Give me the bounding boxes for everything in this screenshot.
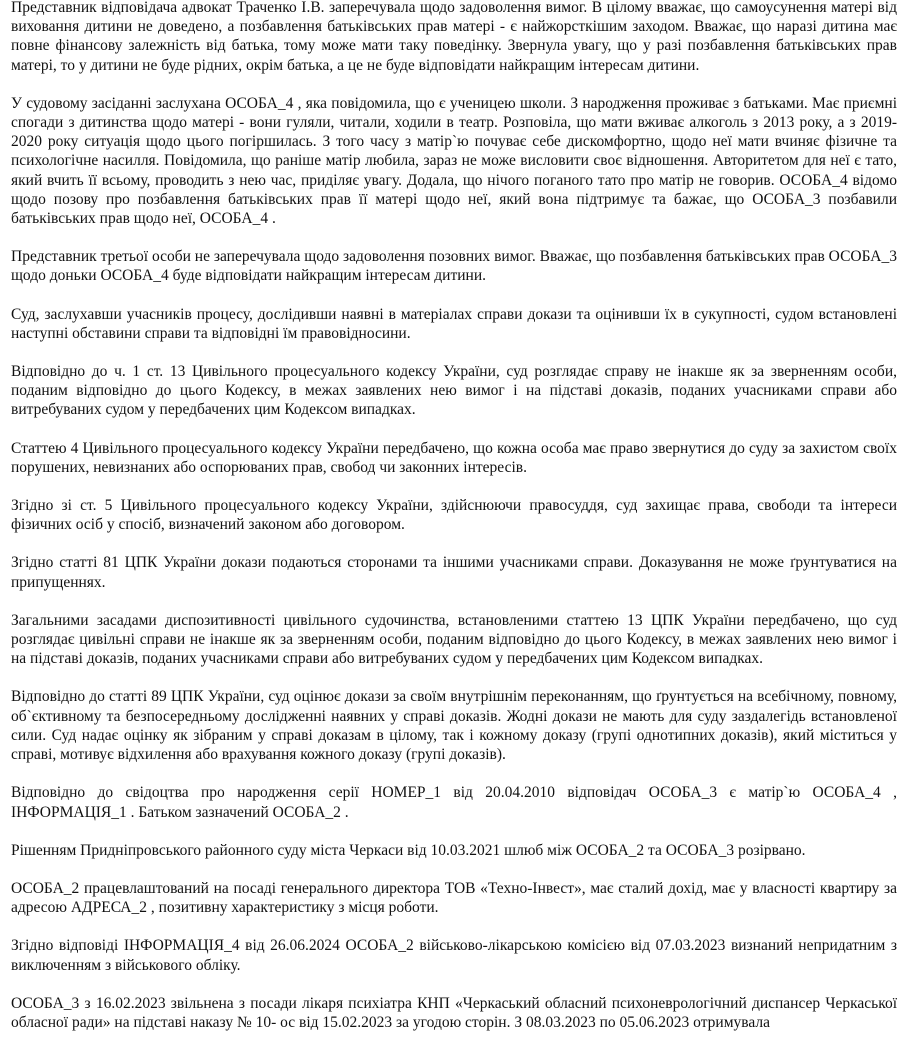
- paragraph-third-party: Представник третьої особи не заперечувала щодо задоволення позовних вимог. Вважає, що позбавлення батьківських прав ОСОБА_3 щодо доньки ОСОБА_4 буде відповідати найкращим інтересам дитини.: [11, 248, 897, 285]
- paragraph-birth-certificate: Відповідно до свідоцтва про народження серії НОМЕР_1 від 20.04.2010 відповідач ОСОБА_3 є матір`ю ОСОБА_4 , ІНФОРМАЦІЯ_1 . Батьком зазначений ОСОБА_2 .: [11, 784, 897, 821]
- paragraph-divorce: Рішенням Придніпровського районного суду міста Черкаси від 10.03.2021 шлюб між ОСОБА_2 та ОСОБА_3 розірвано.: [11, 841, 806, 859]
- paragraph-defendant-representative: Представник відповідача адвокат Траченко І.В. заперечувала щодо задоволення вимог. В цілому вважає, що самоусунення матері від виховання дитини не доведено, а позбавлення батьківських прав матері - є найжорсткішим заходом. Вважає, що наразі дитина має повне фінансову залежність від батька, тому може мати таку поведінку. Звернула увагу, що у разі позбавлення батьківських прав матері, то у дитини не буде рідних, окрім батька, а це не буде відповідати найкращим інтересам дитини.: [11, 0, 897, 74]
- paragraph-child-testimony: У судовому засіданні заслухана ОСОБА_4 , яка повідомила, що є ученицею школи. З народження проживає з батьками. Має приємні спогади з дитинства щодо матері - вони гуляли, читали, ходили в театр. Розповіла, що мати вживає алкоголь з 2013 року, а з 2019-2020 року ситуація щодо цього погіршилась. З того часу з матір`ю почуває себе дискомфортно, щодо неї мати вчиняє фізичне та психологічне насилля. Повідомила, що раніше матір любила, зараз не може висловити своє відношення. Авторитетом для неї є тато, який вчить її всьому, проводить з нею час, приділяє увагу. Додала, що нічого поганого тато про матір не говорив. ОСОБА_4 відомо щодо позову про позбавлення батьківських прав її матері щодо неї, який вона підтримує та бажає, що ОСОБА_3 позбавили батьківських прав щодо неї, ОСОБА_4 .: [11, 94, 897, 228]
- paragraph-article-81: Згідно статті 81 ЦПК України докази подаються сторонами та іншими учасниками справи. Доказування не може ґрунтуватися на припущеннях.: [11, 554, 897, 591]
- paragraph-court-findings: Суд, заслухавши учасників процесу, дослідивши наявні в матеріалах справи докази та оцінивши їх в сукупності, судом встановлені наступні обставини справи та відповідні їм правовідносини.: [11, 305, 897, 342]
- paragraph-military-commission: Згідно відповіді ІНФОРМАЦІЯ_4 від 26.06.2024 ОСОБА_2 військово-лікарською комісією від 07.03.2023 визнаний непридатним з виключенням з військового обліку.: [11, 937, 897, 974]
- paragraph-article-4: Статтею 4 Цивільного процесуального кодексу України передбачено, що кожна особа має право звернутися до суду за захистом своїх порушених, невизнаних або оспорюваних прав, свобод чи законних інтересів.: [11, 439, 897, 476]
- paragraph-father-employment: ОСОБА_2 працевлаштований на посаді генерального директора ТОВ «Техно-Інвест», має сталий дохід, має у власності квартиру за адресою АДРЕСА_2 , позитивну характеристику з місця роботи.: [11, 879, 897, 917]
- paragraph-article-89: Відповідно до статті 89 ЦПК України, суд оцінює докази за своїм внутрішнім переконанням, що ґрунтується на всебічному, повному, об`єктивному та безпосередньому дослідженні наявних у справі доказів. Жодні докази не мають для суду заздалегідь встановленої сили. Суд надає оцінку як зібраним у справі доказам в цілому, так і кожному доказу (групі однотипних доказів), який міститься у справі, мотивує відхилення або врахування кожного доказу (групі доказів).: [11, 688, 897, 764]
- paragraph-article-13: Відповідно до ч. 1 ст. 13 Цивільного процесуального кодексу України, суд розглядає справу не інакше як за зверненням особи, поданим відповідно до цього Кодексу, в межах заявлених нею вимог і на підставі доказів, поданих учасниками справи або витребуваних судом у передбачених цим Кодексом випадках.: [11, 363, 897, 419]
- paragraph-mother-dismissal: ОСОБА_3 з 16.02.2023 звільнена з посади лікаря психіатра КНП «Черкаський обласний психоневрологічний диспансер Черкаської обласної ради» на підставі наказу № 10- ос від 15.02.2023 за угодою сторін. З 08.03.2023 по 05.06.2023 отримувала: [11, 994, 897, 1031]
- paragraph-article-5: Згідно зі ст. 5 Цивільного процесуального кодексу України, здійснюючи правосуддя, суд захищає права, свободи та інтереси фізичних осіб у спосіб, визначений законом або договором.: [11, 497, 897, 534]
- paragraph-dispositivity: Загальними засадами диспозитивності цивільного судочинства, встановленими статтею 13 ЦПК України передбачено, що суд розглядає цивільні справи не інакше як за зверненням особи, поданим відповідно до цього Кодексу, в межах заявлених нею вимог і на підставі доказів, поданих учасниками справи або витребуваних судом у передбачених цим Кодексом випадках.: [11, 611, 897, 668]
- document-body: [11, 0, 897, 1051]
